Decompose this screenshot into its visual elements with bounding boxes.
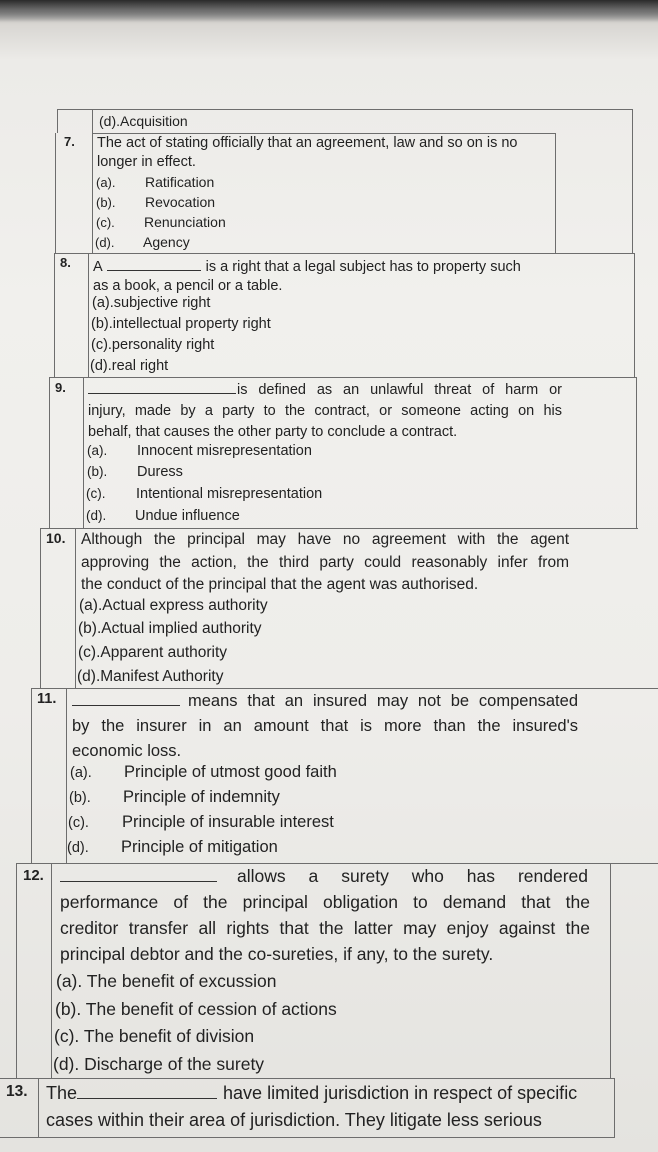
question-line: have limited jurisdiction in respect of specific <box>223 1083 578 1103</box>
option-label: Principle of utmost good faith <box>124 763 337 781</box>
question-line: longer in effect. <box>97 154 196 170</box>
option-a: (a).subjective right <box>92 295 211 311</box>
option-label: Principle of mitigation <box>121 838 278 856</box>
divider <box>0 1137 614 1138</box>
question-text <box>88 380 562 443</box>
question-prefix: A <box>93 259 103 275</box>
option-c: (c).Apparent authority <box>78 644 228 661</box>
question-text <box>60 863 590 967</box>
option-label: Innocent misrepresentation <box>137 443 312 459</box>
question-line: economic loss. <box>72 742 182 760</box>
question-number: 9. <box>55 380 66 395</box>
divider <box>38 1078 39 1138</box>
question-line: allows a surety who has rendered <box>237 866 588 886</box>
question-line: is a right that a legal subject has to property such <box>205 259 521 275</box>
question-prefix: The <box>46 1083 78 1103</box>
question-line: creditor transfer all rights that the latter may enjoy against the <box>60 918 590 938</box>
top-line-option: (d).Acquisition <box>99 113 188 129</box>
option-key: (d). <box>67 840 89 856</box>
option-label: Principle of indemnity <box>123 788 280 806</box>
option-d <box>86 508 240 524</box>
answer-blank <box>72 705 180 706</box>
option-label: Intentional misrepresentation <box>136 486 323 502</box>
option-b: (b). The benefit of cession of actions <box>55 999 337 1019</box>
option-b: (b).intellectual property right <box>91 316 271 332</box>
question-line: approving the action, the third party could reasonably infer from <box>81 553 569 571</box>
option-label: Duress <box>137 464 183 480</box>
question-line: behalf, that causes the other party to conclude a contract. <box>88 424 458 440</box>
divider <box>66 688 67 863</box>
option-label: Agency <box>143 234 190 250</box>
option-a <box>87 443 312 459</box>
divider <box>54 253 634 254</box>
option-c <box>86 486 322 502</box>
divider <box>75 528 76 688</box>
question-text <box>97 134 557 172</box>
option-c <box>96 214 226 230</box>
option-a: (a). The benefit of excussion <box>56 971 277 991</box>
option-a: (a).Actual express authority <box>79 597 268 614</box>
divider <box>54 253 55 377</box>
answer-blank <box>77 1098 217 1099</box>
question-line: is defined as an unlawful threat of harm or <box>237 382 562 398</box>
divider <box>88 253 89 377</box>
question-line: by the insurer in an amount that is more than the insured's <box>72 717 578 735</box>
option-label: Ratification <box>145 174 215 190</box>
option-key: (c). <box>68 815 89 831</box>
divider <box>632 109 633 253</box>
question-number: 8. <box>60 255 71 270</box>
question-line: the conduct of the principal that the agent was authorised. <box>81 576 479 593</box>
divider <box>83 377 84 528</box>
question-number: 7. <box>64 134 75 149</box>
question-line: principal debtor and the co-sureties, if any, to the surety. <box>60 944 494 964</box>
divider <box>636 377 637 528</box>
divider <box>634 253 635 377</box>
option-a <box>96 174 214 190</box>
question-line: means that an insured may not be compensated <box>188 692 578 710</box>
option-c: (c). The benefit of division <box>54 1026 255 1046</box>
option-key: (c). <box>96 215 115 230</box>
option-d: (d).Manifest Authority <box>77 668 224 685</box>
question-number: 10. <box>46 530 66 546</box>
question-line: The act of stating officially that an agreement, law and so on is no <box>97 135 518 151</box>
divider <box>40 528 41 688</box>
option-key: (c). <box>86 486 106 501</box>
divider <box>49 377 636 378</box>
answer-blank <box>60 881 217 882</box>
option-label: Principle of insurable interest <box>122 813 334 831</box>
option-label: Revocation <box>145 194 216 210</box>
divider <box>49 377 50 528</box>
question-text <box>81 529 569 597</box>
option-c <box>68 813 334 832</box>
question-line: cases within their area of jurisdiction. They litigate less serious <box>46 1110 542 1130</box>
option-key: (b). <box>69 790 91 806</box>
option-key: (d). <box>95 235 115 250</box>
option-b <box>96 194 215 210</box>
option-a <box>70 763 337 782</box>
divider <box>614 1078 615 1138</box>
question-text <box>93 258 521 296</box>
answer-blank <box>88 393 236 394</box>
option-key: (a). <box>96 175 116 190</box>
divider-col-7 <box>92 109 93 254</box>
divider <box>610 863 611 1078</box>
divider <box>16 863 17 1078</box>
question-text <box>46 1080 606 1134</box>
question-number: 12. <box>23 867 44 884</box>
divider <box>51 863 52 1078</box>
divider <box>0 1078 614 1079</box>
option-label: Undue influence <box>135 508 240 524</box>
option-key: (b). <box>87 464 108 479</box>
question-line: as a book, a pencil or a table. <box>93 278 283 294</box>
divider <box>31 688 32 863</box>
option-b <box>87 464 183 480</box>
option-key: (a). <box>70 765 92 781</box>
option-c: (c).personality right <box>91 337 215 353</box>
answer-blank <box>107 270 201 271</box>
question-line: injury, made by a party to the contract, or someone acting on his <box>88 403 562 419</box>
option-key: (d). <box>86 508 107 523</box>
option-d <box>67 838 278 857</box>
question-number: 11. <box>37 691 57 707</box>
question-line: performance of the principal obligation to demand that the <box>60 892 590 912</box>
option-label: Renunciation <box>144 214 226 230</box>
option-d: (d). Discharge of the surety <box>53 1054 265 1074</box>
option-b: (b).Actual implied authority <box>78 620 262 637</box>
option-d: (d).real right <box>90 358 169 374</box>
question-line: Although the principal may have no agreement with the agent <box>81 531 569 548</box>
option-b <box>69 788 280 807</box>
question-text <box>72 689 578 764</box>
option-key: (a). <box>87 443 108 458</box>
question-number: 13. <box>6 1083 28 1100</box>
question-7-row <box>55 133 56 253</box>
option-d <box>95 234 190 250</box>
option-key: (b). <box>96 195 116 210</box>
